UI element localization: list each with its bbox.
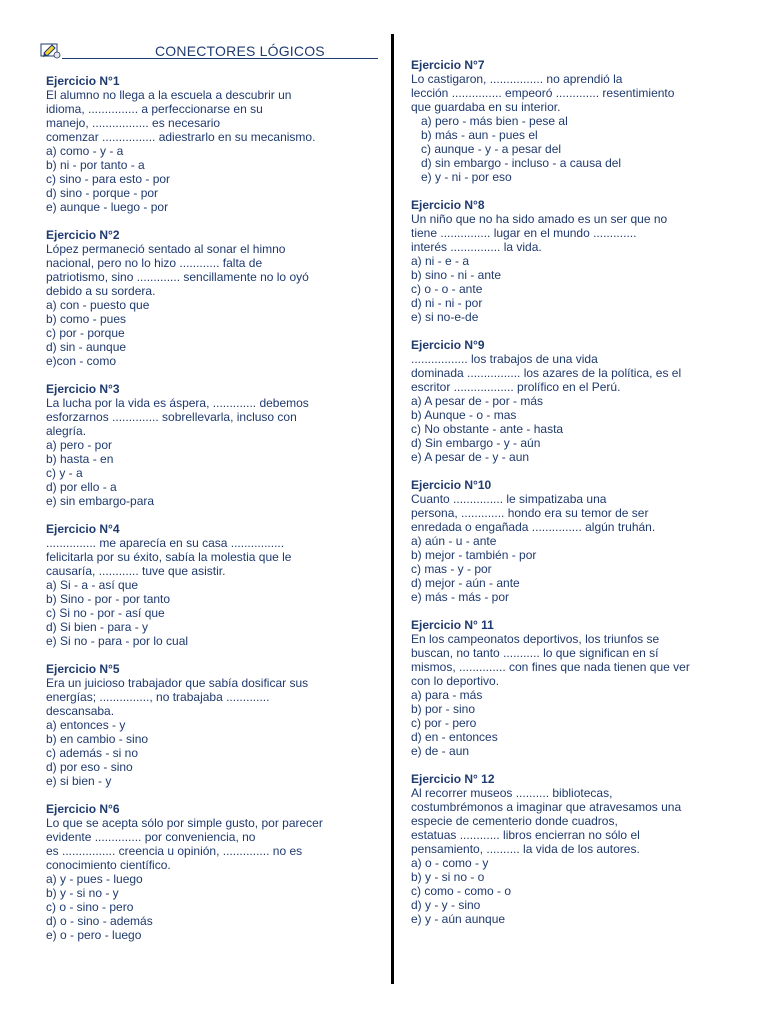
option: c) o - sino - pero	[46, 900, 134, 914]
options-list	[46, 718, 386, 788]
exercise-title: Ejercicio N°3	[46, 382, 120, 396]
options-list	[411, 856, 731, 926]
exercise-statement: Lo que se acepta sólo por simple gusto, por parecer evidente .............. por conveniencia, no es ................ creencia u opinión, .............. no es conocimiento científico.	[46, 816, 323, 872]
option: a) pero - por	[46, 438, 113, 452]
option: d) por eso - sino	[46, 760, 133, 774]
option: a) y - pues - luego	[46, 872, 143, 886]
option: e) aunque - luego - por	[46, 200, 169, 214]
exercise-title: Ejercicio N°1	[46, 74, 120, 88]
options-list	[411, 688, 731, 758]
option: c) No obstante - ante - hasta	[411, 422, 564, 436]
options-list	[46, 578, 386, 648]
exercise-2	[46, 228, 386, 368]
option: b) Sino - por - por tanto	[46, 592, 171, 606]
page-title: CONECTORES LÓGICOS	[155, 43, 325, 59]
option: d) Si bien - para - y	[46, 620, 149, 634]
exercise-3	[46, 382, 386, 508]
exercise-title: Ejercicio N°7	[411, 58, 485, 72]
column-divider	[391, 34, 394, 984]
option: d) en - entonces	[411, 730, 498, 744]
option: b) hasta - en	[46, 452, 114, 466]
option: d) y - y - sino	[411, 898, 481, 912]
option: a) Si - a - así que	[46, 578, 139, 592]
exercise-6	[46, 802, 386, 942]
option: d) sin embargo - incluso - a causa del	[421, 156, 622, 170]
options-list	[46, 872, 386, 942]
option: e) más - más - por	[411, 590, 510, 604]
options-list	[411, 534, 731, 604]
exercise-9	[411, 338, 731, 464]
exercise-title: Ejercicio N°6	[46, 802, 120, 816]
exercise-statement: Cuanto ............... le simpatizaba una persona, ............. hondo era su temor de ser enredada o engañada ............... algún truhán.	[411, 492, 656, 534]
option: c) mas - y - por	[411, 562, 492, 576]
exercise-statement: Lo castigaron, ................ no aprendió la lección ............... empeoró ............. resentimiento que guardaba en su interior.	[411, 72, 675, 114]
exercise-4	[46, 522, 386, 648]
exercise-statement: La lucha por la vida es áspera, ............. debemos esforzarnos .............. sobrellevarla, incluso con alegría.	[46, 396, 309, 438]
exercise-title: Ejercicio N°5	[46, 662, 120, 676]
exercise-7	[411, 58, 731, 184]
exercise-statement: El alumno no llega a la escuela a descubrir un idioma, ............... a perfeccionarse en su manejo, ................. es necesario comenzar ................ adiestrarlo en su mecanismo.	[46, 88, 316, 144]
options-list	[411, 394, 731, 464]
exercise-title: Ejercicio N°4	[46, 522, 120, 536]
page-header	[40, 40, 380, 64]
option: d) ni - ni - por	[411, 296, 483, 310]
option: a) aún - u - ante	[411, 534, 497, 548]
exercise-title: Ejercicio N°8	[411, 198, 485, 212]
option: a) para - más	[411, 688, 483, 702]
option: e) de - aun	[411, 744, 470, 758]
exercise-statement: Un niño que no ha sido amado es un ser que no tiene ............... lugar en el mundo ............. interés ............... la vida.	[411, 212, 668, 254]
option: a) entonces - y	[46, 718, 126, 732]
option: d) Sin embargo - y - aún	[411, 436, 541, 450]
option: b) y - si no - y	[46, 886, 119, 900]
option: e) o - pero - luego	[46, 928, 142, 942]
exercise-5	[46, 662, 386, 788]
option: b) y - si no - o	[411, 870, 485, 884]
exercise-statement: Era un juicioso trabajador que sabía dosificar sus energías; ..............., no trabajaba ............. descansaba.	[46, 676, 309, 718]
option: c) Si no - por - así que	[46, 606, 165, 620]
exercise-statement: ............... me aparecía en su casa ................ felicitarla por su éxito, sabía la molestia que le causaría, ............ tuve que asistir.	[46, 536, 292, 578]
option: d) mejor - aún - ante	[411, 576, 520, 590]
option: a) pero - más bien - pese al	[421, 114, 568, 128]
options-list	[46, 298, 386, 368]
option: e) A pesar de - y - aun	[411, 450, 530, 464]
options-list	[411, 114, 731, 184]
exercise-title: Ejercicio N° 12	[411, 772, 495, 786]
option: b) ni - por tanto - a	[46, 158, 145, 172]
option: b) más - aun - pues el	[421, 128, 538, 142]
option: c) como - como - o	[411, 884, 512, 898]
exercise-title: Ejercicio N° 11	[411, 618, 494, 632]
option: d) o - sino - además	[46, 914, 153, 928]
option: e)con - como	[46, 354, 117, 368]
option: e) si bien - y	[46, 774, 112, 788]
option: a) como - y - a	[46, 144, 124, 158]
options-list	[46, 144, 386, 214]
exercise-statement: En los campeonatos deportivos, los triunfos se buscan, no tanto ........... lo que significan en sí mismos, .............. con fines que nada tienen que ver con lo deportivo.	[411, 632, 690, 688]
option: b) como - pues	[46, 312, 127, 326]
exercise-12	[411, 772, 731, 926]
option: b) Aunque - o - mas	[411, 408, 517, 422]
option: d) por ello - a	[46, 480, 117, 494]
option: c) y - a	[46, 466, 83, 480]
exercise-title: Ejercicio N°10	[411, 478, 492, 492]
option: a) con - puesto que	[46, 298, 150, 312]
option: c) además - si no	[46, 746, 139, 760]
exercise-statement: Al recorrer museos .......... bibliotecas, costumbrémonos a imaginar que atravesamos una especie de cementerio donde cuadros, estatuas ............ libros encierran no sólo el pensamiento, .......... la vida de los autores.	[411, 786, 682, 856]
option: a) A pesar de - por - más	[411, 394, 544, 408]
option: b) mejor - también - por	[411, 548, 537, 562]
option: c) aunque - y - a pesar del	[421, 142, 562, 156]
exercise-title: Ejercicio N°2	[46, 228, 120, 242]
option: e) si no-e-de	[411, 310, 479, 324]
exercise-statement: ................. los trabajos de una vida dominada ................ los azares de la política, es el escritor .................. prolífico en el Perú.	[411, 352, 682, 394]
option: d) sin - aunque	[46, 340, 127, 354]
exercise-statement: López permaneció sentado al sonar el himno nacional, pero no lo hizo ............ falta de patriotismo, sino ............. sencillamente no lo oyó debido a su sordera.	[46, 242, 309, 298]
option: c) sino - para esto - por	[46, 172, 171, 186]
option: b) en cambio - sino	[46, 732, 149, 746]
option: b) por - sino	[411, 702, 476, 716]
option: a) o - como - y	[411, 856, 489, 870]
option: c) por - porque	[46, 326, 125, 340]
exercise-8	[411, 198, 731, 324]
option: b) sino - ni - ante	[411, 268, 502, 282]
exercise-title: Ejercicio N°9	[411, 338, 485, 352]
exercise-11	[411, 618, 731, 758]
exercise-1	[46, 74, 386, 214]
option: e) y - aún aunque	[411, 912, 506, 926]
option: e) Si no - para - por lo cual	[46, 634, 189, 648]
option: c) por - pero	[411, 716, 477, 730]
option: e) sin embargo-para	[46, 494, 155, 508]
option: e) y - ni - por eso	[421, 170, 512, 184]
options-list	[46, 438, 386, 508]
options-list	[411, 254, 731, 324]
exercise-10	[411, 478, 731, 604]
option: a) ni - e - a	[411, 254, 470, 268]
pencil-icon	[40, 40, 60, 60]
option: d) sino - porque - por	[46, 186, 159, 200]
option: c) o - o - ante	[411, 282, 483, 296]
